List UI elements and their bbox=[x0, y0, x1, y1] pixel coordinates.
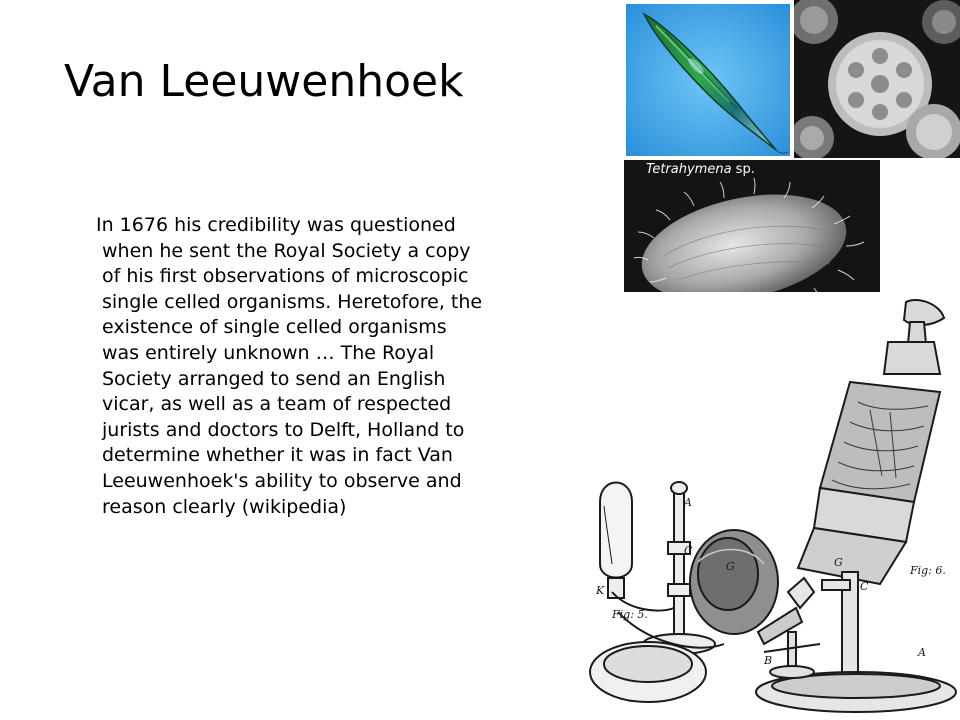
caption-genus: Tetrahymena bbox=[646, 162, 732, 177]
body-line: In 1676 his credibility was questioned bbox=[96, 214, 456, 236]
coccolith-image bbox=[794, 0, 960, 158]
caption-species: sp. bbox=[731, 162, 755, 177]
label-fig5: Fig: 5. bbox=[612, 608, 648, 621]
tetrahymena-caption bbox=[646, 162, 755, 177]
body-line: vicar, as well as a team of respected bbox=[102, 393, 452, 416]
label-c-left: C bbox=[684, 544, 693, 557]
label-a-right: A bbox=[918, 646, 926, 659]
body-line: reason clearly (wikipedia) bbox=[102, 495, 347, 518]
body-line: single celled organisms. Heretofore, the bbox=[102, 290, 483, 313]
label-fig6: Fig: 6. bbox=[910, 564, 946, 577]
microscope-engraving bbox=[588, 292, 960, 720]
body-paragraph bbox=[96, 213, 542, 520]
body-line: existence of single celled organisms bbox=[102, 316, 447, 339]
label-g-globe: G bbox=[726, 560, 735, 573]
label-k: K bbox=[596, 584, 605, 597]
label-c-right: C bbox=[860, 580, 869, 593]
body-line: of his first observations of microscopic bbox=[102, 265, 469, 288]
body-line: determine whether it was in fact Van bbox=[102, 444, 453, 467]
euglena-image bbox=[626, 4, 790, 156]
body-line: was entirely unknown … The Royal bbox=[102, 341, 435, 364]
label-a-left: A bbox=[684, 496, 692, 509]
label-b: B bbox=[764, 654, 773, 667]
body-line: Society arranged to send an English bbox=[102, 367, 446, 390]
label-g-right: G bbox=[834, 556, 843, 569]
body-line: jurists and doctors to Delft, Holland to bbox=[102, 418, 465, 441]
body-line: when he sent the Royal Society a copy bbox=[102, 239, 471, 262]
slide-title: Van Leeuwenhoek bbox=[64, 56, 464, 107]
body-line: Leeuwenhoek's ability to observe and bbox=[102, 469, 462, 492]
